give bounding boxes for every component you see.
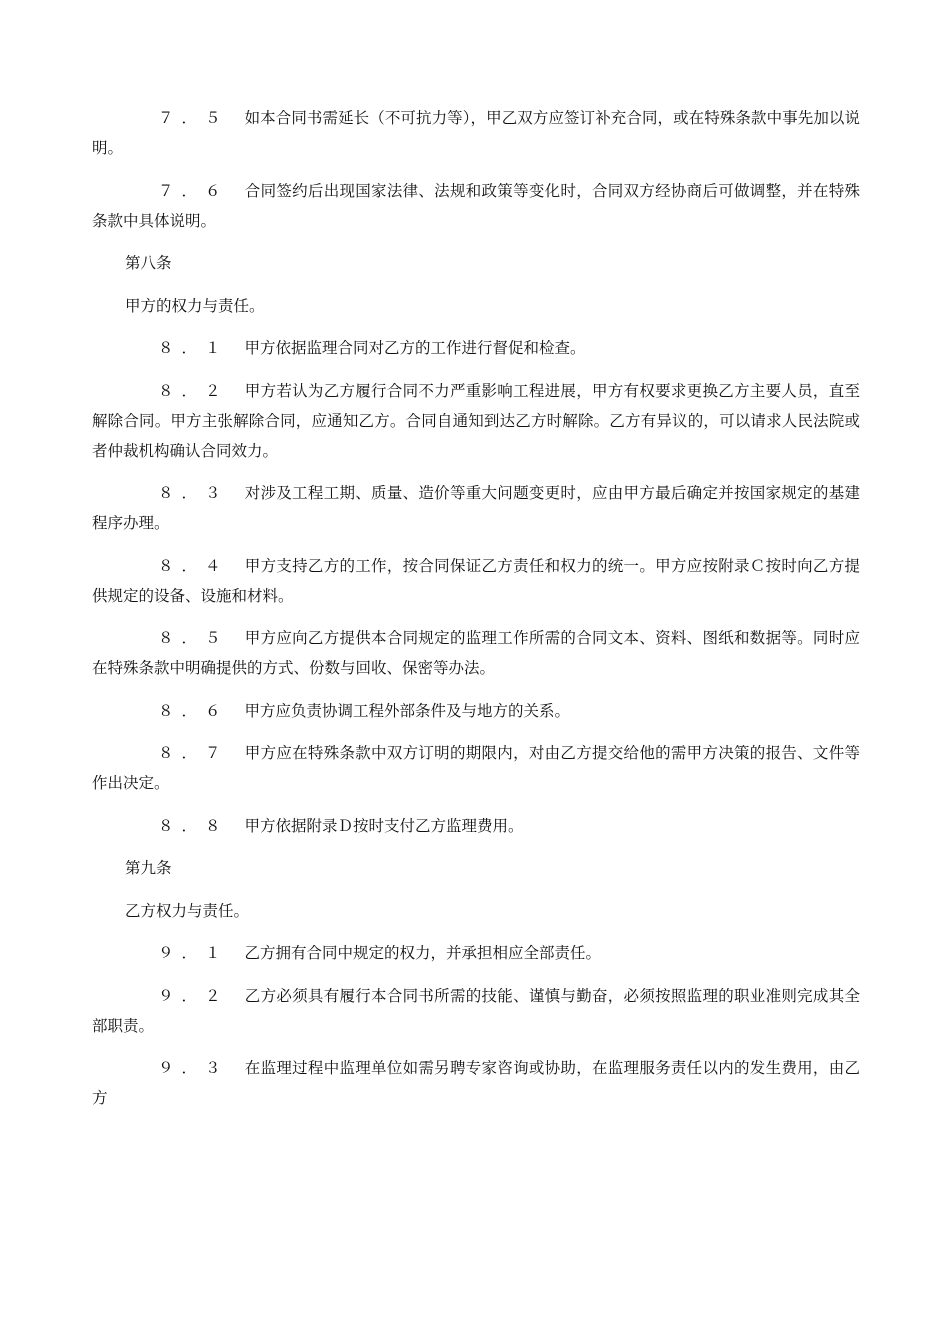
- clause-number: ８．５: [158, 629, 229, 647]
- clause-number: ８．４: [158, 556, 229, 575]
- clause-number: ９．２: [158, 986, 229, 1005]
- clause-text: 甲方若认为乙方履行合同不力严重影响工程进展，甲方有权要求更换乙方主要人员，直至解除合同。甲方主张解除合同，应通知乙方。合同自通知到达乙方时解除。乙方有异议的，可以请求人民法院或者仲裁机构确认合同效力。: [92, 381, 860, 460]
- clause-number: ９．１: [158, 944, 229, 962]
- article-subtitle-9: [92, 896, 860, 926]
- clause-text: 合同签约后出现国家法律、法规和政策等变化时，合同双方经协商后可做调整，并在特殊条款中具体说明。: [92, 181, 860, 230]
- clause-text: 甲方应向乙方提供本合同规定的监理工作所需的合同文本、资料、图纸和数据等。同时应在特殊条款中明确提供的方式、份数与回收、保密等办法。: [92, 629, 860, 677]
- clause-text: 在监理过程中监理单位如需另聘专家咨询或协助，在监理服务责任以内的发生费用，由乙方: [92, 1059, 860, 1107]
- clause-9-3: [92, 1053, 860, 1113]
- clause-8-6: [92, 696, 860, 726]
- clause-text: 甲方支持乙方的工作，按合同保证乙方责任和权力的统一。甲方应按附录Ｃ按时向乙方提供规定的设备、设施和材料。: [92, 556, 860, 605]
- clause-number: ７．６: [158, 181, 229, 200]
- clause-text: 甲方依据监理合同对乙方的工作进行督促和检查。: [244, 339, 586, 357]
- clause-number: ８．１: [158, 339, 229, 357]
- clause-number: ７．５: [158, 109, 229, 127]
- clause-text: 对涉及工程工期、质量、造价等重大问题变更时，应由甲方最后确定并按国家规定的基建程序办理。: [92, 484, 860, 532]
- clause-text: 如本合同书需延长（不可抗力等），甲乙双方应签订补充合同，或在特殊条款中事先加以说明。: [92, 109, 860, 157]
- clause-8-3: [92, 478, 860, 538]
- clause-text: 甲方依据附录Ｄ按时支付乙方监理费用。: [244, 816, 524, 835]
- article-heading-text: 第九条: [125, 859, 172, 877]
- clause-number: ８．７: [158, 744, 229, 762]
- clause-8-5: [92, 623, 860, 683]
- clause-8-1: [92, 333, 860, 363]
- clause-number: ８．３: [158, 484, 229, 502]
- clause-8-8: [92, 811, 860, 841]
- clause-text: 乙方拥有合同中规定的权力，并承担相应全部责任。: [244, 944, 602, 962]
- clause-9-2: [92, 981, 860, 1041]
- clause-7-5: [92, 103, 860, 163]
- clause-8-4: [92, 551, 860, 611]
- article-subtitle-text: 乙方权力与责任。: [125, 901, 250, 920]
- clause-8-2: [92, 376, 860, 466]
- clause-number: ８．８: [158, 816, 229, 835]
- article-subtitle-8: [92, 291, 860, 321]
- clause-8-7: [92, 738, 860, 798]
- article-heading-text: 第八条: [125, 254, 172, 272]
- clause-7-6: [92, 176, 860, 236]
- clause-text: 甲方应在特殊条款中双方订明的期限内，对由乙方提交给他的需甲方决策的报告、文件等作出决定。: [92, 744, 860, 792]
- clause-number: ８．６: [158, 701, 229, 720]
- article-heading-8: [92, 248, 860, 278]
- clause-number: ８．２: [158, 381, 229, 400]
- document-body: [92, 103, 860, 1126]
- article-heading-9: [92, 853, 860, 883]
- clause-text: 乙方必须具有履行本合同书所需的技能、谨慎与勤奋，必须按照监理的职业准则完成其全部职责。: [92, 986, 860, 1035]
- clause-number: ９．３: [158, 1059, 229, 1077]
- clause-text: 甲方应负责协调工程外部条件及与地方的关系。: [244, 701, 571, 720]
- clause-9-1: [92, 938, 860, 968]
- article-subtitle-text: 甲方的权力与责任。: [125, 296, 265, 315]
